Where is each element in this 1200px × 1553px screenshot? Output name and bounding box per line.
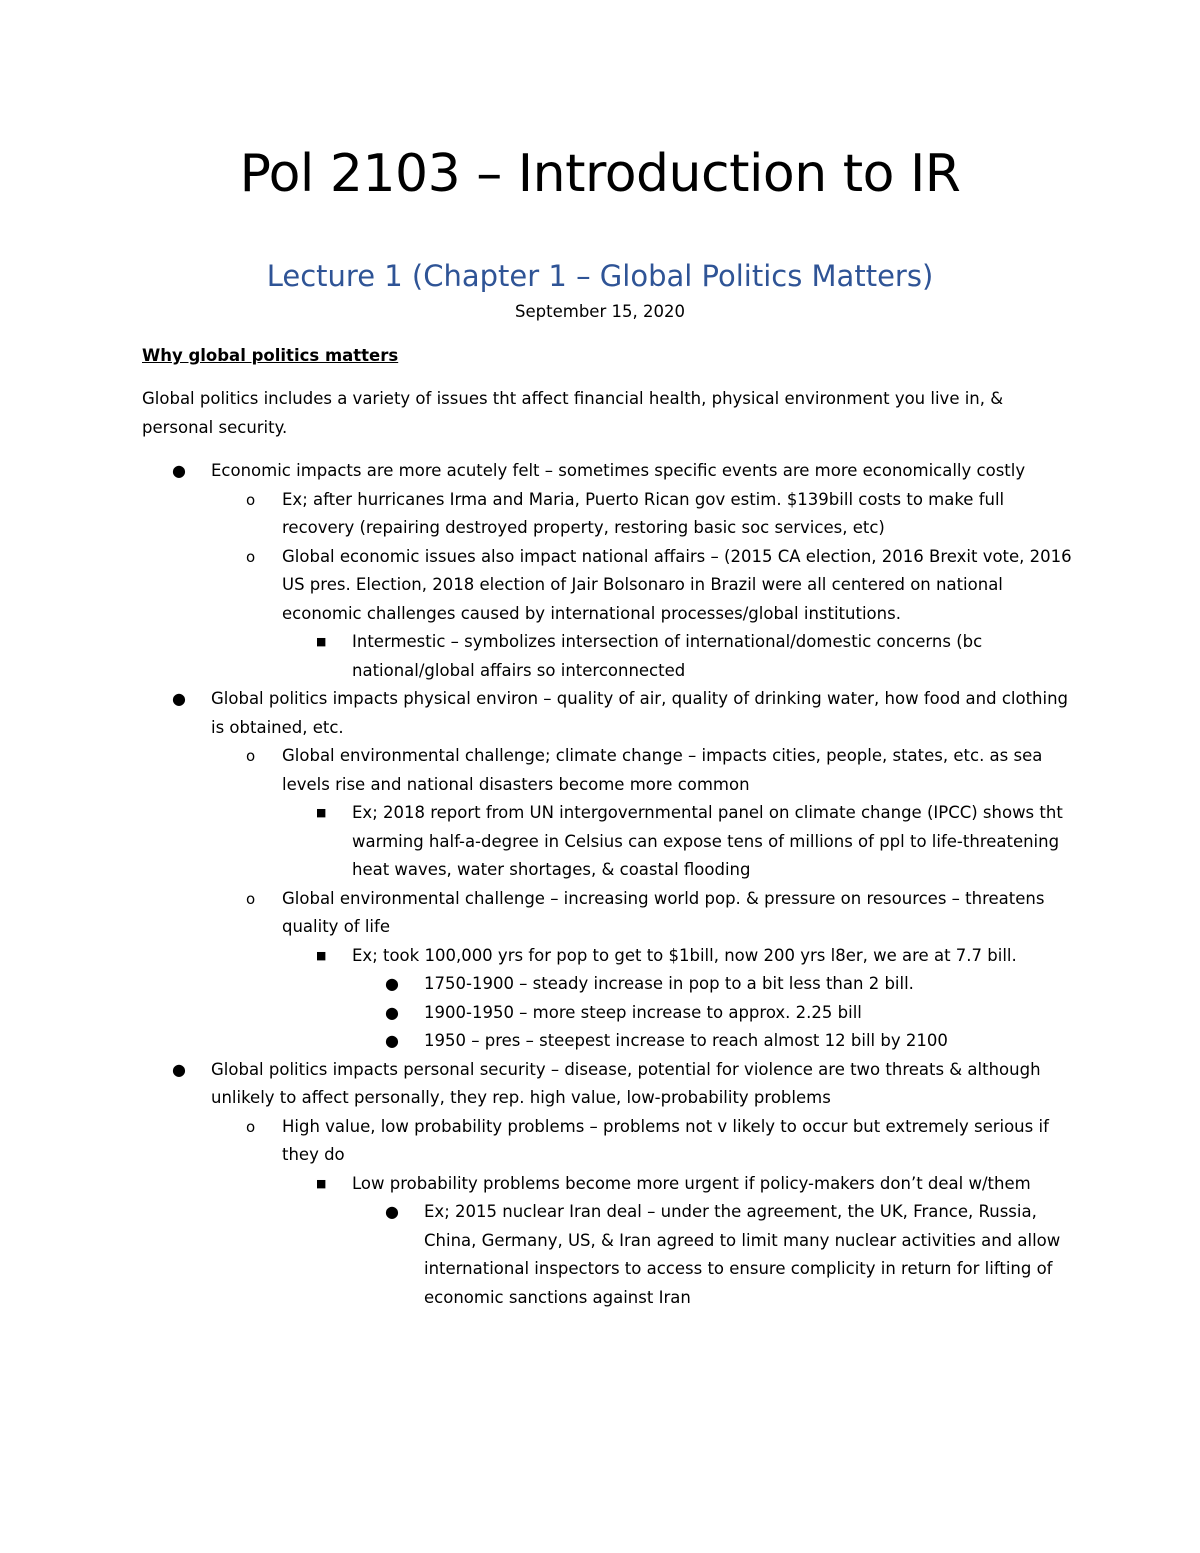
list-item bbox=[316, 628, 1072, 685]
bullet-marker: ● bbox=[172, 1059, 186, 1079]
list-item bbox=[316, 1170, 1072, 1199]
bullet-marker: ● bbox=[172, 461, 186, 480]
list-item-text: High value, low probability problems – problems not v likely to occur but extremely serious if they do bbox=[282, 1116, 1049, 1164]
list-item-text: Ex; 2018 report from UN intergovernmental panel on climate change (IPCC) shows tht warming half-a-degree in Celsius can expose tens of millions of ppl to life-threatening heat waves, water shortages, & coastal flooding bbox=[352, 803, 1063, 879]
list-item bbox=[172, 685, 1071, 742]
list-item-text: Ex; after hurricanes Irma and Maria, Puerto Rican gov estim. $139bill costs to make full recovery (repairing destroyed property, restoring basic soc services, etc) bbox=[282, 489, 1005, 537]
list-item-text: Low probability problems become more urgent if policy-makers don’t deal w/them bbox=[352, 1173, 1031, 1193]
list-item bbox=[316, 942, 1072, 971]
bullet-list bbox=[0, 457, 1200, 1312]
bullet-marker: ■ bbox=[316, 948, 327, 962]
bullet-marker: o bbox=[246, 889, 256, 908]
document-title: Pol 2103 – Introduction to IR bbox=[239, 144, 961, 204]
list-item-text: Global politics impacts personal security – disease, potential for violence are two threats & although unlikely to affect personally, they rep. high value, low-probability problems bbox=[211, 1059, 1041, 1107]
lecture-subtitle: Lecture 1 (Chapter 1 – Global Politics Matters) bbox=[266, 259, 934, 293]
list-item bbox=[246, 1113, 1072, 1170]
list-item bbox=[246, 885, 1072, 942]
list-item-text: Global politics impacts physical environ – quality of air, quality of drinking water, how food and clothing is obtained, etc. bbox=[211, 689, 1069, 737]
list-item-text: 1900-1950 – more steep increase to approx. 2.25 bill bbox=[424, 1002, 862, 1022]
list-item-text: 1950 – pres – steepest increase to reach almost 12 bill by 2100 bbox=[424, 1031, 948, 1050]
list-item-text: Ex; took 100,000 yrs for pop to get to $1bill, now 200 yrs l8er, we are at 7.7 bill. bbox=[352, 945, 1017, 965]
bullet-marker: ● bbox=[172, 689, 186, 708]
list-item-text: Global environmental challenge; climate change – impacts cities, people, states, etc. as sea levels rise and national disasters become more common bbox=[282, 746, 1043, 794]
bullet-marker: ● bbox=[385, 1202, 399, 1221]
list-item bbox=[385, 970, 1074, 999]
list-item bbox=[172, 1056, 1071, 1113]
bullet-marker: o bbox=[246, 1117, 256, 1136]
list-item bbox=[316, 799, 1072, 885]
bullet-marker: o bbox=[246, 490, 256, 509]
bullet-marker: ■ bbox=[316, 806, 327, 819]
lecture-date: September 15, 2020 bbox=[515, 302, 685, 321]
bullet-marker: o bbox=[246, 547, 256, 566]
list-item bbox=[172, 457, 1071, 486]
intro-paragraph: Global politics includes a variety of issues tht affect financial health, physical environment you live in, & personal security. bbox=[142, 389, 1004, 437]
list-item bbox=[246, 543, 1072, 629]
list-item-text: Ex; 2015 nuclear Iran deal – under the agreement, the UK, France, Russia, China, Germany, US, & Iran agreed to limit many nuclear activities and allow international inspectors to access to ensure complicity in return for lifting of economic sanctions against Iran bbox=[424, 1202, 1061, 1307]
list-item-text: Intermestic – symbolizes intersection of international/domestic concerns (bc national/global affairs so interconnected bbox=[352, 632, 983, 680]
list-item bbox=[385, 999, 1074, 1028]
list-item bbox=[246, 742, 1072, 799]
bullet-marker: o bbox=[246, 747, 256, 765]
list-item bbox=[246, 486, 1072, 543]
list-item-text: Global economic issues also impact national affairs – (2015 CA election, 2016 Brexit vote, 2016 US pres. Election, 2018 election of Jair Bolsonaro in Brazil were all centered on national economic challenges caused by international processes/global institutions. bbox=[282, 546, 1072, 623]
list-item bbox=[385, 1027, 1074, 1056]
bullet-marker: ■ bbox=[316, 1176, 327, 1190]
bullet-marker: ● bbox=[385, 974, 399, 993]
list-item-text: 1750-1900 – steady increase in pop to a bit less than 2 bill. bbox=[424, 974, 914, 993]
list-item bbox=[385, 1198, 1074, 1312]
bullet-marker: ● bbox=[385, 1002, 399, 1022]
list-item-text: Global environmental challenge – increasing world pop. & pressure on resources – threatens quality of life bbox=[282, 888, 1045, 936]
list-item-text: Economic impacts are more acutely felt – sometimes specific events are more economically costly bbox=[211, 461, 1026, 480]
bullet-marker: ● bbox=[385, 1031, 399, 1050]
bullet-marker: ■ bbox=[316, 635, 327, 648]
section-heading: Why global politics matters bbox=[142, 346, 399, 365]
